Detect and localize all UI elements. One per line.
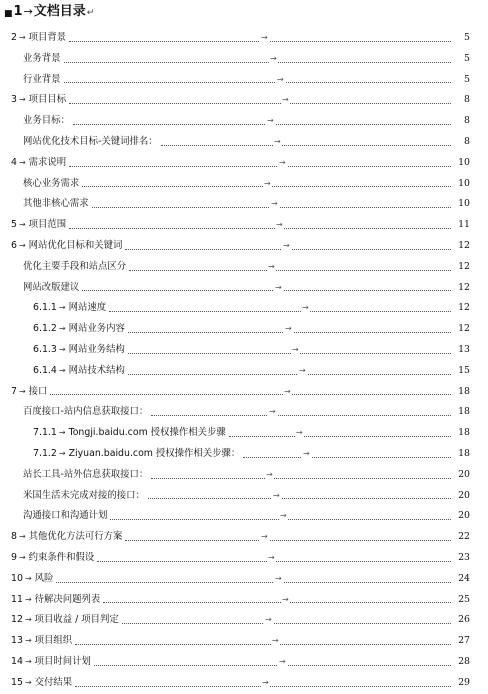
dot-leader [229,436,451,437]
toc-entry[interactable] [0,652,488,673]
toc-entry-number: 7.1.1 [33,427,57,439]
toc-entry[interactable] [0,111,488,132]
toc-entry-number: 6.1.3 [33,343,57,355]
dot-leader [56,582,451,583]
toc-entry-label: 核心业务需求 [23,177,80,189]
toc-entry-label: 网站优化技术目标-关键词排名： [23,135,158,147]
toc-entry-number: 4 [11,156,17,168]
tab-arrow-icon: → [18,532,26,542]
toc-entry-label: 项目目标 [28,94,67,106]
tab-mark-icon: → [301,298,310,319]
tab-mark-icon: → [278,652,287,673]
tab-mark-icon: → [276,70,285,91]
toc-entry-page-number: 23 [458,551,470,563]
dot-leader [103,602,451,603]
dot-leader [69,103,451,104]
dot-leader [73,124,451,125]
toc-entry-page-number: 20 [458,489,470,501]
toc-entry-number: 13 [11,635,23,647]
toc-entry-page-number: 26 [458,614,470,626]
tab-mark-icon: → [291,340,300,361]
toc-entry-label: 其他优化方法可行方案 [28,531,123,543]
toc-entry[interactable] [0,28,488,49]
dot-leader [243,457,451,458]
dot-leader [148,498,451,499]
table-of-contents [0,28,488,694]
toc-entry[interactable] [0,527,488,548]
dot-leader [82,290,451,291]
tab-mark-icon: → [283,382,292,403]
toc-entry-page-number: 25 [458,593,470,605]
toc-entry[interactable] [0,444,488,465]
dot-leader [151,478,451,479]
heading-text: 文档目录 [33,4,86,19]
toc-entry-number: 10 [11,572,23,584]
toc-entry-label: 米国生活未完成对接的接口： [23,489,145,501]
tab-arrow-icon: → [24,677,32,687]
toc-entry-page-number: 12 [458,239,470,251]
tab-arrow-icon: → [18,95,26,105]
toc-entry[interactable] [0,361,488,382]
toc-entry-page-number: 12 [458,281,470,293]
toc-entry[interactable] [0,631,488,652]
toc-entry-number: 8 [11,531,17,543]
tab-arrow-icon: → [24,636,32,646]
toc-entry[interactable] [0,486,488,507]
toc-entry-label: 项目收益 / 项目判定 [34,614,119,626]
tab-mark-icon: → [270,194,279,215]
tab-arrow-icon: → [18,33,26,42]
toc-entry[interactable] [0,569,488,590]
tab-arrow-icon: → [58,344,66,354]
toc-entry-label: 网站优化目标和关键词 [28,239,123,251]
toc-entry-page-number: 10 [458,156,470,168]
tab-mark-icon: → [263,174,272,195]
toc-entry[interactable] [0,402,488,423]
toc-entry-page-number: 8 [464,115,470,127]
toc-entry-page-number: 29 [458,676,470,688]
toc-entry-label: 项目范围 [28,219,67,231]
toc-entry-label: 风险 [34,572,54,584]
tab-arrow-icon: → [24,573,32,583]
toc-entry[interactable] [0,465,488,486]
toc-entry-number: 7.1.2 [33,447,57,459]
toc-entry[interactable] [0,70,488,91]
tab-mark-icon: → [275,215,284,236]
toc-entry-page-number: 18 [458,447,470,459]
toc-entry[interactable] [0,423,488,444]
toc-entry[interactable] [0,194,488,215]
toc-entry-label: 接口 [28,385,48,397]
toc-entry[interactable] [0,174,488,195]
toc-entry-number: 9 [11,551,17,563]
tab-mark-icon: → [298,361,307,382]
toc-entry-label: 百度接口-站内信息获取接口： [23,406,149,418]
toc-entry[interactable] [0,215,488,236]
toc-entry-page-number: 28 [458,655,470,667]
dot-leader [128,353,451,354]
tab-mark-icon: → [279,506,288,527]
toc-entry[interactable] [0,340,488,361]
toc-entry-page-number: 11 [458,219,470,231]
toc-entry[interactable] [0,673,488,694]
tab-mark-icon: → [265,465,274,486]
tab-arrow-icon: → [18,157,26,167]
tab-mark-icon: → [278,153,287,174]
tab-mark-icon: → [267,548,276,569]
tab-mark-icon: → [282,236,291,257]
toc-entry-label: 网站业务内容 [68,323,125,335]
tab-mark-icon: → [261,673,270,694]
toc-entry-number: 6 [11,239,17,251]
toc-entry-label: 项目时间计划 [34,655,91,667]
dot-leader [129,270,451,271]
toc-entry-number: 11 [11,593,23,605]
toc-entry-label: Ziyuan.baidu.com 授权操作相关步骤： [68,447,241,459]
tab-mark-icon: → [267,257,276,278]
toc-entry-page-number: 5 [464,52,470,64]
tab-arrow-icon: → [58,303,66,313]
toc-entry-label: 交付结果 [34,676,73,688]
toc-entry-page-number: 8 [464,94,470,106]
dot-leader [94,665,451,666]
toc-entry-page-number: 10 [458,198,470,210]
toc-entry-number: 6.1.2 [33,323,57,335]
paragraph-mark-icon: ↵ [86,8,95,18]
heading-number: 1 [13,4,23,19]
toc-entry[interactable] [0,90,488,111]
toc-entry[interactable] [0,506,488,527]
dot-leader [50,394,451,395]
tab-mark-icon: → [274,569,283,590]
toc-entry-page-number: 12 [458,260,470,272]
dot-leader [64,62,451,63]
toc-entry-label: 业务目标： [23,115,70,127]
tab-mark-icon: → [281,90,290,111]
tab-mark-icon: → [260,527,269,548]
toc-entry-page-number: 8 [464,135,470,147]
tab-mark-icon: → [268,402,277,423]
tab-arrow-icon: → [18,220,26,230]
toc-entry-label: 网站技术结构 [68,364,125,376]
toc-entry-page-number: 24 [458,572,470,584]
toc-entry-page-number: 20 [458,468,470,480]
tab-mark-icon: → [264,610,273,631]
toc-entry-label: 沟通接口和沟通计划 [23,510,108,522]
toc-entry[interactable] [0,298,488,319]
toc-entry[interactable] [0,610,488,631]
tab-mark-icon: → [260,28,269,49]
toc-entry-label: 站长工具-站外信息获取接口： [23,468,149,480]
dot-leader [151,415,451,416]
toc-entry[interactable] [0,153,488,174]
dot-leader [161,145,451,146]
toc-entry-label: 约束条件和假设 [28,551,95,563]
toc-entry-label: 待解决问题列表 [34,593,101,605]
toc-entry-page-number: 22 [458,531,470,543]
toc-entry-page-number: 5 [464,73,470,85]
tab-mark-icon: → [284,319,293,340]
toc-entry-label: 网站改版建议 [23,281,80,293]
toc-entry-number: 3 [11,94,17,106]
toc-entry-page-number: 18 [458,406,470,418]
dot-leader [125,540,451,541]
toc-entry-page-number: 12 [458,302,470,314]
toc-entry-label: 行业背景 [23,73,61,85]
tab-arrow-icon: → [58,324,66,334]
dot-leader [75,644,451,645]
toc-entry-page-number: 15 [458,364,470,376]
toc-entry-page-number: 27 [458,635,470,647]
tab-arrow-icon: → [58,448,66,458]
toc-entry-number: 12 [11,614,23,626]
tab-arrow-icon: → [24,594,32,604]
toc-entry-page-number: 18 [458,385,470,397]
tab-mark-icon: → [269,49,278,70]
tab-arrow-icon: → [18,386,26,396]
tab-arrow-icon: → [18,552,26,562]
toc-entry[interactable] [0,548,488,569]
toc-entry-label: 其他非核心需求 [23,198,89,210]
toc-entry-number: 6.1.4 [33,364,57,376]
tab-arrow-icon: → [58,365,66,375]
tab-arrow-icon: → [24,615,32,625]
dot-leader [69,228,451,229]
toc-entry-page-number: 20 [458,510,470,522]
toc-heading [4,2,94,24]
tab-mark-icon: → [295,423,304,444]
toc-entry[interactable] [0,49,488,70]
tab-mark-icon: → [302,444,311,465]
toc-entry[interactable] [0,590,488,611]
toc-entry-number: 2 [11,32,17,43]
toc-entry-label: 需求说明 [28,156,67,168]
toc-entry-page-number: 18 [458,427,470,439]
tab-mark-icon: → [271,631,280,652]
tab-mark-icon: → [272,486,281,507]
toc-entry-number: 7 [11,385,17,397]
toc-entry-label: 项目组织 [34,635,73,647]
toc-entry[interactable] [0,257,488,278]
toc-entry-page-number: 10 [458,177,470,189]
tab-mark-icon: → [281,590,290,611]
tab-arrow-icon: → [18,240,26,250]
toc-entry-label: 业务背景 [23,52,61,64]
toc-entry[interactable] [0,382,488,403]
toc-entry-label: 网站业务结构 [68,343,125,355]
toc-entry-label: 优化主要手段和站点区分 [23,260,127,272]
toc-entry-number: 6.1.1 [33,302,57,314]
toc-entry[interactable] [0,236,488,257]
tab-mark-icon: → [266,111,275,132]
toc-entry-number: 5 [11,219,17,231]
toc-entry-label: 网站速度 [68,302,107,314]
dot-leader [122,623,451,624]
tab-arrow-icon: → [23,5,33,18]
toc-entry-page-number: 13 [458,343,470,355]
toc-entry-number: 14 [11,655,23,667]
toc-entry-page-number: 12 [458,323,470,335]
tab-arrow-icon: → [24,656,32,666]
dot-leader [64,82,451,83]
toc-entry[interactable] [0,132,488,153]
toc-entry[interactable] [0,319,488,340]
heading-bullet: ■ [4,9,13,19]
toc-entry-number: 15 [11,676,23,688]
dot-leader [69,166,451,167]
toc-entry-page-number: 5 [464,32,470,43]
tab-arrow-icon: → [58,428,66,438]
tab-mark-icon: → [274,278,283,299]
toc-entry-label: 项目背景 [28,32,67,43]
toc-entry[interactable] [0,278,488,299]
dot-leader [128,374,451,375]
toc-entry-label: Tongji.baidu.com 授权操作相关步骤 [68,427,226,439]
tab-mark-icon: → [273,132,282,153]
dot-leader [109,311,451,312]
